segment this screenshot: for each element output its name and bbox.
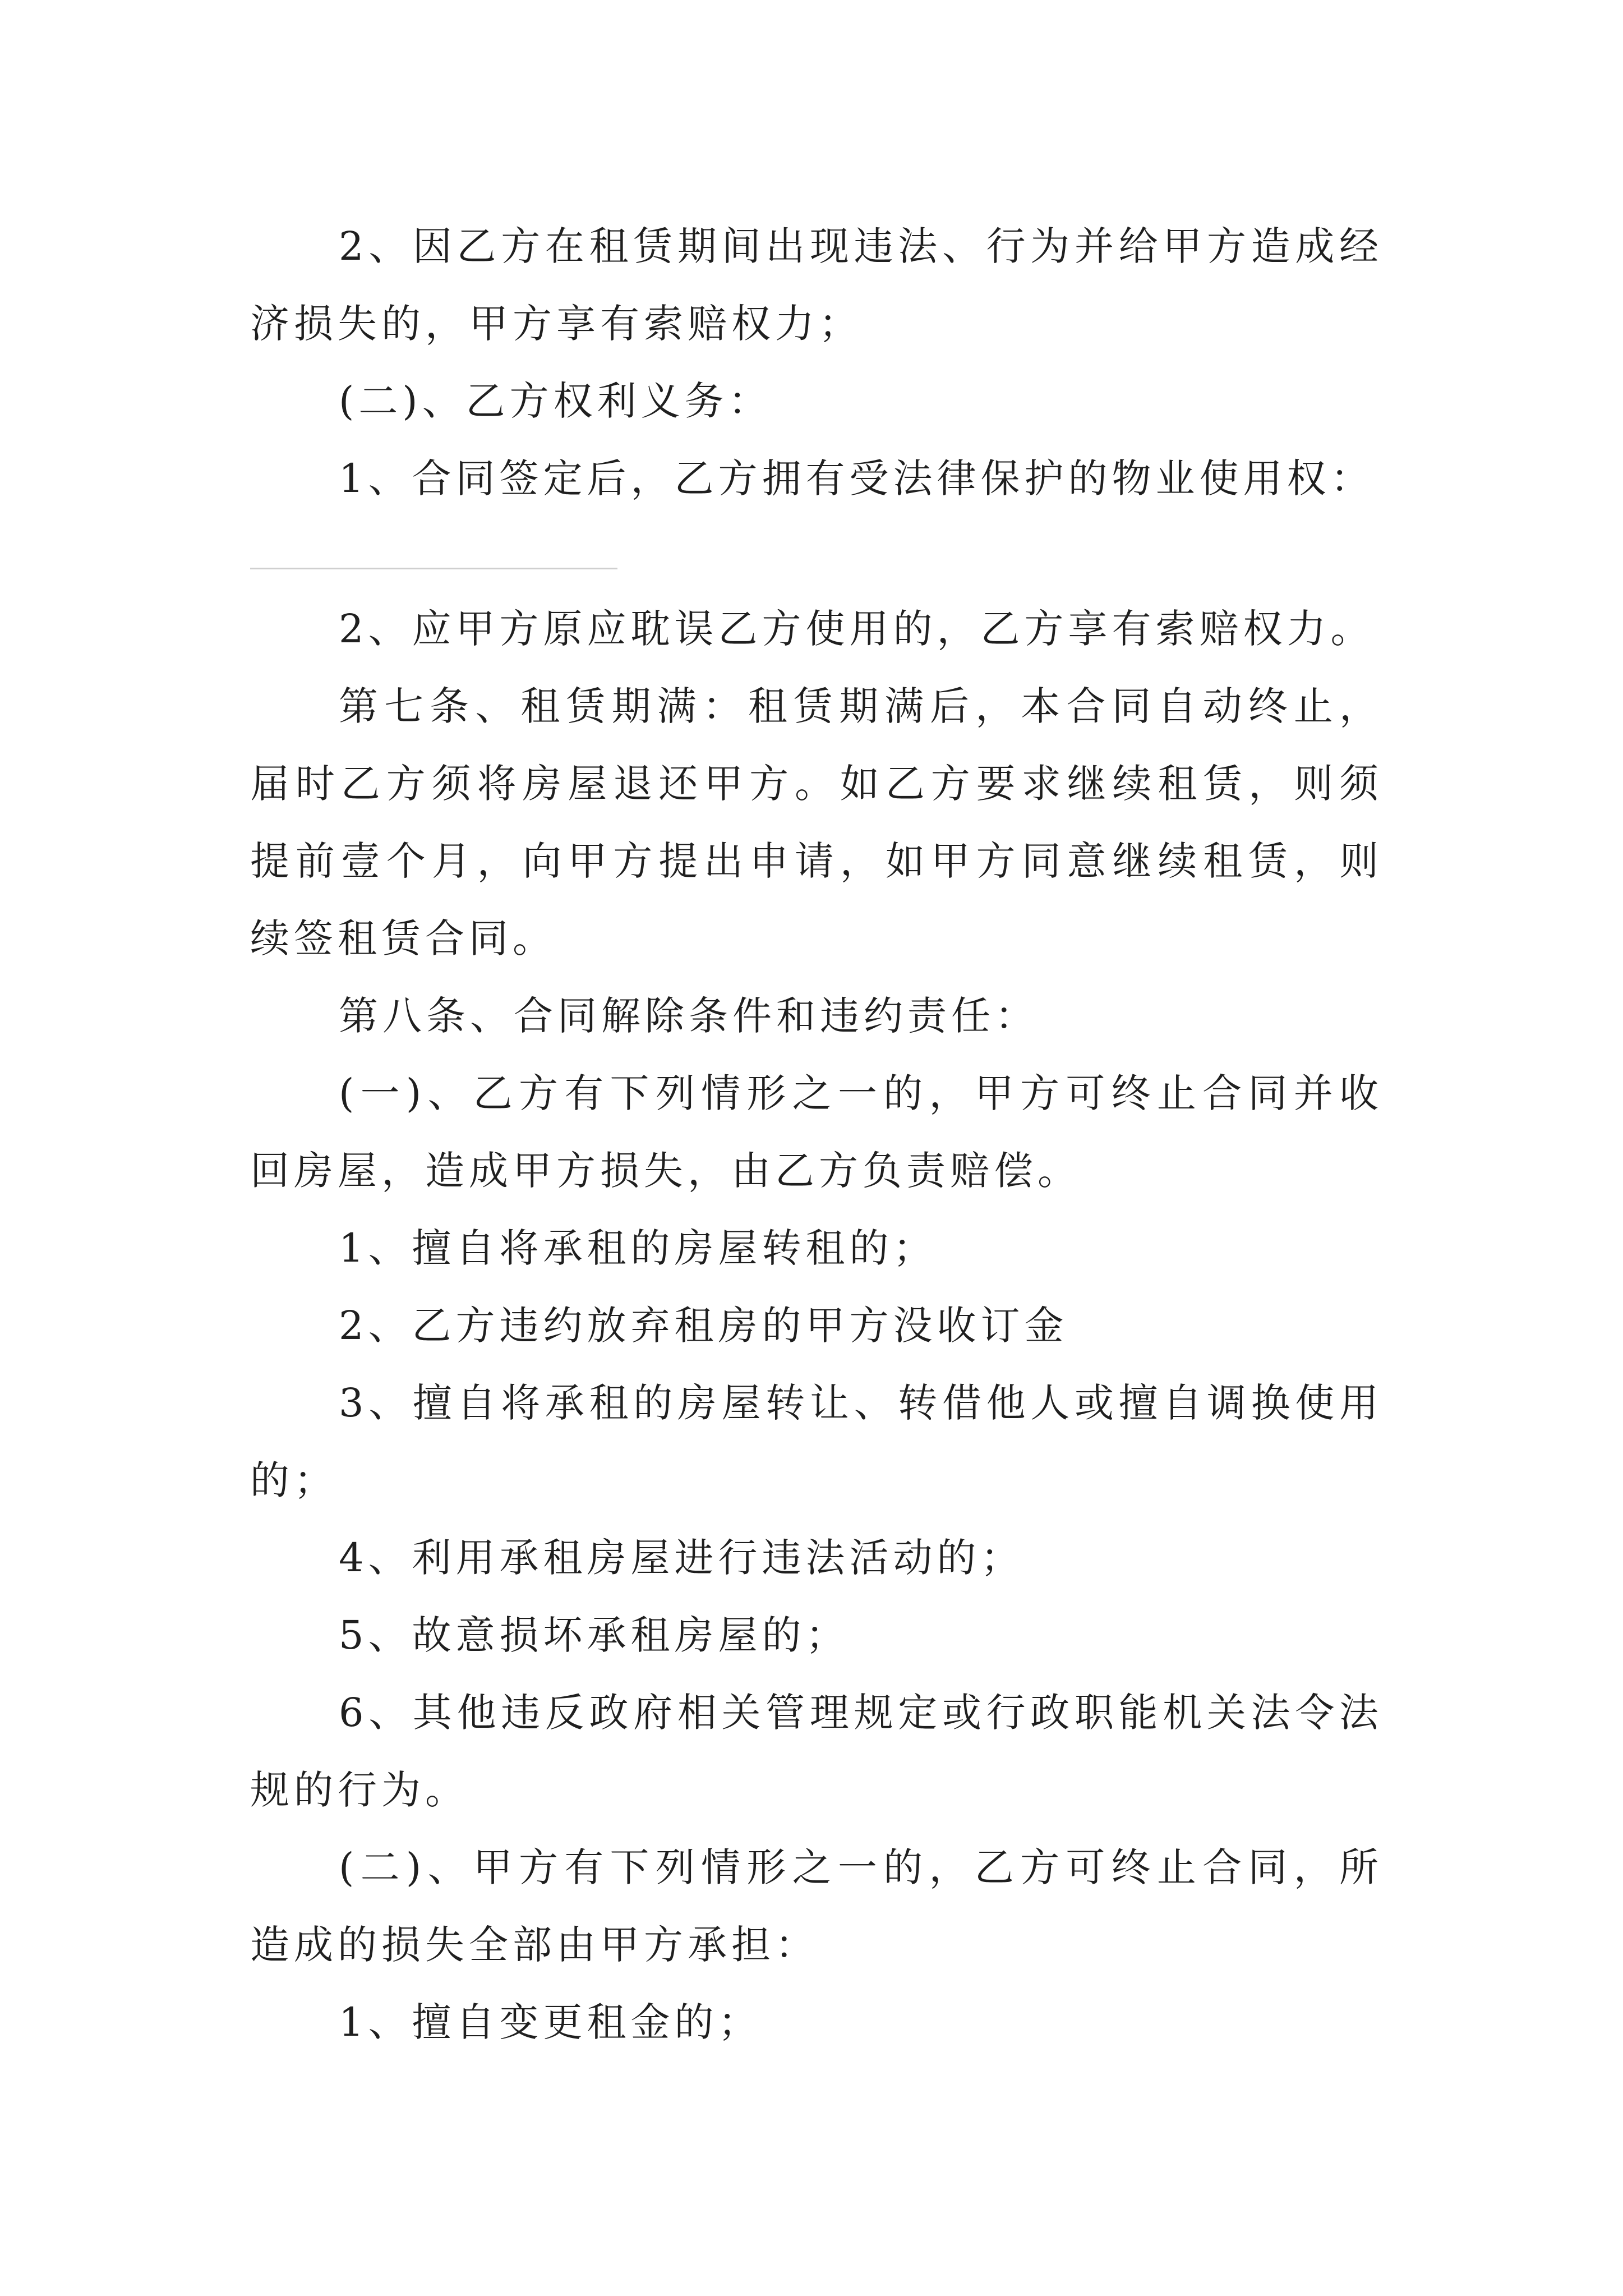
paragraph: 2、因乙方在租赁期间出现违法、行为并给甲方造成经济损失的，甲方享有索赔权力； xyxy=(250,223,1383,347)
text-block-upper xyxy=(250,208,1383,517)
text-block-lower xyxy=(250,590,1383,2061)
paragraph: 5、故意损坏承租房屋的； xyxy=(339,1612,850,1658)
paragraph: 2、乙方违约放弃租房的甲方没收订金 xyxy=(339,1303,1068,1349)
section-divider xyxy=(250,568,617,569)
paragraph: 1、合同签定后，乙方拥有受法律保护的物业使用权： xyxy=(339,455,1375,501)
paragraph: (一)、乙方有下列情形之一的，甲方可终止合同并收回房屋，造成甲方损失，由乙方负责赔偿。 xyxy=(250,1070,1383,1194)
paragraph: 6、其他违反政府相关管理规定或行政职能机关法令法规的行为。 xyxy=(250,1690,1383,1813)
paragraph: 4、利用承租房屋进行违法活动的； xyxy=(339,1535,1025,1581)
paragraph: (二)、甲方有下列情形之一的，乙方可终止合同，所造成的损失全部由甲方承担： xyxy=(250,1844,1383,1968)
paragraph: 第八条、合同解除条件和违约责任： xyxy=(339,993,1039,1039)
paragraph: 1、擅自将承租的房屋转租的； xyxy=(339,1225,937,1271)
paragraph: 1、擅自变更租金的； xyxy=(339,1999,762,2045)
paragraph: 2、应甲方原应耽误乙方使用的，乙方享有索赔权力。 xyxy=(339,606,1375,652)
paragraph: 第七条、租赁期满：租赁期满后，本合同自动终止，届时乙方须将房屋退还甲方。如乙方要求继续租赁，则须提前壹个月，向甲方提出申请，如甲方同意继续租赁，则续签租赁合同。 xyxy=(250,683,1383,961)
paragraph: 3、擅自将承租的房屋转让、转借他人或擅自调换使用的； xyxy=(250,1380,1383,1503)
paragraph: (二)、乙方权利义务： xyxy=(339,378,772,424)
